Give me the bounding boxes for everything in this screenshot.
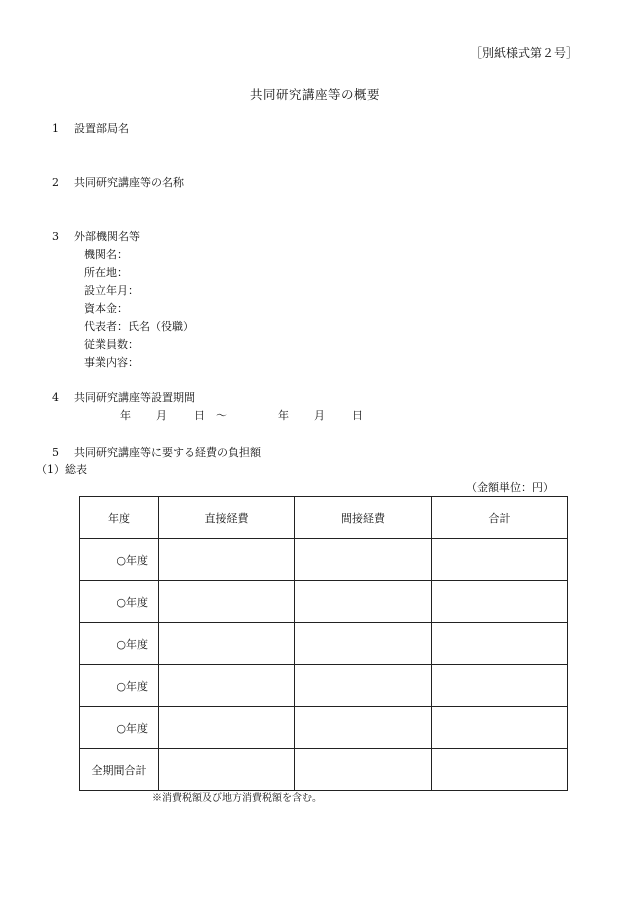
total-cell[interactable]: [432, 539, 568, 581]
header-total: 合計: [432, 497, 568, 539]
indirect-cost-cell[interactable]: [295, 665, 432, 707]
amount-unit: （金額単位：円）: [466, 481, 554, 494]
row-year-label: ○年度: [80, 623, 159, 665]
section-4-heading: 4 共同研究講座等設置期間: [52, 391, 195, 404]
header-direct-cost: 直接経費: [159, 497, 295, 539]
period-line: [120, 409, 363, 423]
section-3-heading: 3 外部機関名等: [52, 230, 140, 243]
row-year-label: ○年度: [80, 665, 159, 707]
header-indirect-cost: 間接経費: [295, 497, 432, 539]
indirect-cost-cell[interactable]: [295, 539, 432, 581]
total-period-label: 全期間合計: [80, 749, 159, 791]
direct-cost-total-cell[interactable]: [159, 749, 295, 791]
grand-total-cell[interactable]: [432, 749, 568, 791]
indirect-cost-cell[interactable]: [295, 623, 432, 665]
table-row: [80, 665, 568, 707]
period-tilde: 〜: [216, 409, 227, 422]
indirect-cost-cell[interactable]: [295, 707, 432, 749]
row-year-label: ○年度: [80, 539, 159, 581]
table-total-row: [80, 749, 568, 791]
subsection-summary: （1）総表: [36, 463, 87, 476]
indirect-cost-cell[interactable]: [295, 581, 432, 623]
period-start-month: 月: [156, 409, 167, 422]
row-year-label: ○年度: [80, 707, 159, 749]
document-title: 共同研究講座等の概要: [249, 87, 380, 102]
table-header-row: [80, 497, 568, 539]
period-end-day: 日: [352, 409, 363, 422]
organization-fields: [84, 248, 194, 374]
table-row: [80, 623, 568, 665]
table-row: [80, 539, 568, 581]
total-cell[interactable]: [432, 623, 568, 665]
table-row: [80, 581, 568, 623]
period-start-year: 年: [120, 409, 131, 422]
org-representative-label: 代表者：氏名（役職）: [84, 320, 194, 333]
direct-cost-cell[interactable]: [159, 539, 295, 581]
section-5-heading: 5 共同研究講座等に要する経費の負担額: [52, 446, 261, 459]
direct-cost-cell[interactable]: [159, 665, 295, 707]
cost-table: [79, 496, 568, 791]
total-cell[interactable]: [432, 665, 568, 707]
tax-note: ※消費税額及び地方消費税額を含む。: [152, 793, 322, 804]
org-business-label: 事業内容：: [84, 356, 139, 369]
row-year-label: ○年度: [80, 581, 159, 623]
period-end-year: 年: [278, 409, 289, 422]
org-address-label: 所在地：: [84, 266, 128, 279]
total-cell[interactable]: [432, 707, 568, 749]
form-number: ［別紙様式第２号］: [469, 46, 578, 60]
period-start-day: 日: [194, 409, 205, 422]
indirect-cost-total-cell[interactable]: [295, 749, 432, 791]
direct-cost-cell[interactable]: [159, 707, 295, 749]
section-1-heading: 1 設置部局名: [52, 122, 129, 135]
header-year: 年度: [80, 497, 159, 539]
org-employees-label: 従業員数：: [84, 338, 139, 351]
period-end-month: 月: [314, 409, 325, 422]
org-capital-label: 資本金：: [84, 302, 128, 315]
direct-cost-cell[interactable]: [159, 623, 295, 665]
direct-cost-cell[interactable]: [159, 581, 295, 623]
org-name-label: 機関名：: [84, 248, 128, 261]
org-established-label: 設立年月：: [84, 284, 139, 297]
section-2-heading: 2 共同研究講座等の名称: [52, 176, 184, 189]
table-row: [80, 707, 568, 749]
total-cell[interactable]: [432, 581, 568, 623]
